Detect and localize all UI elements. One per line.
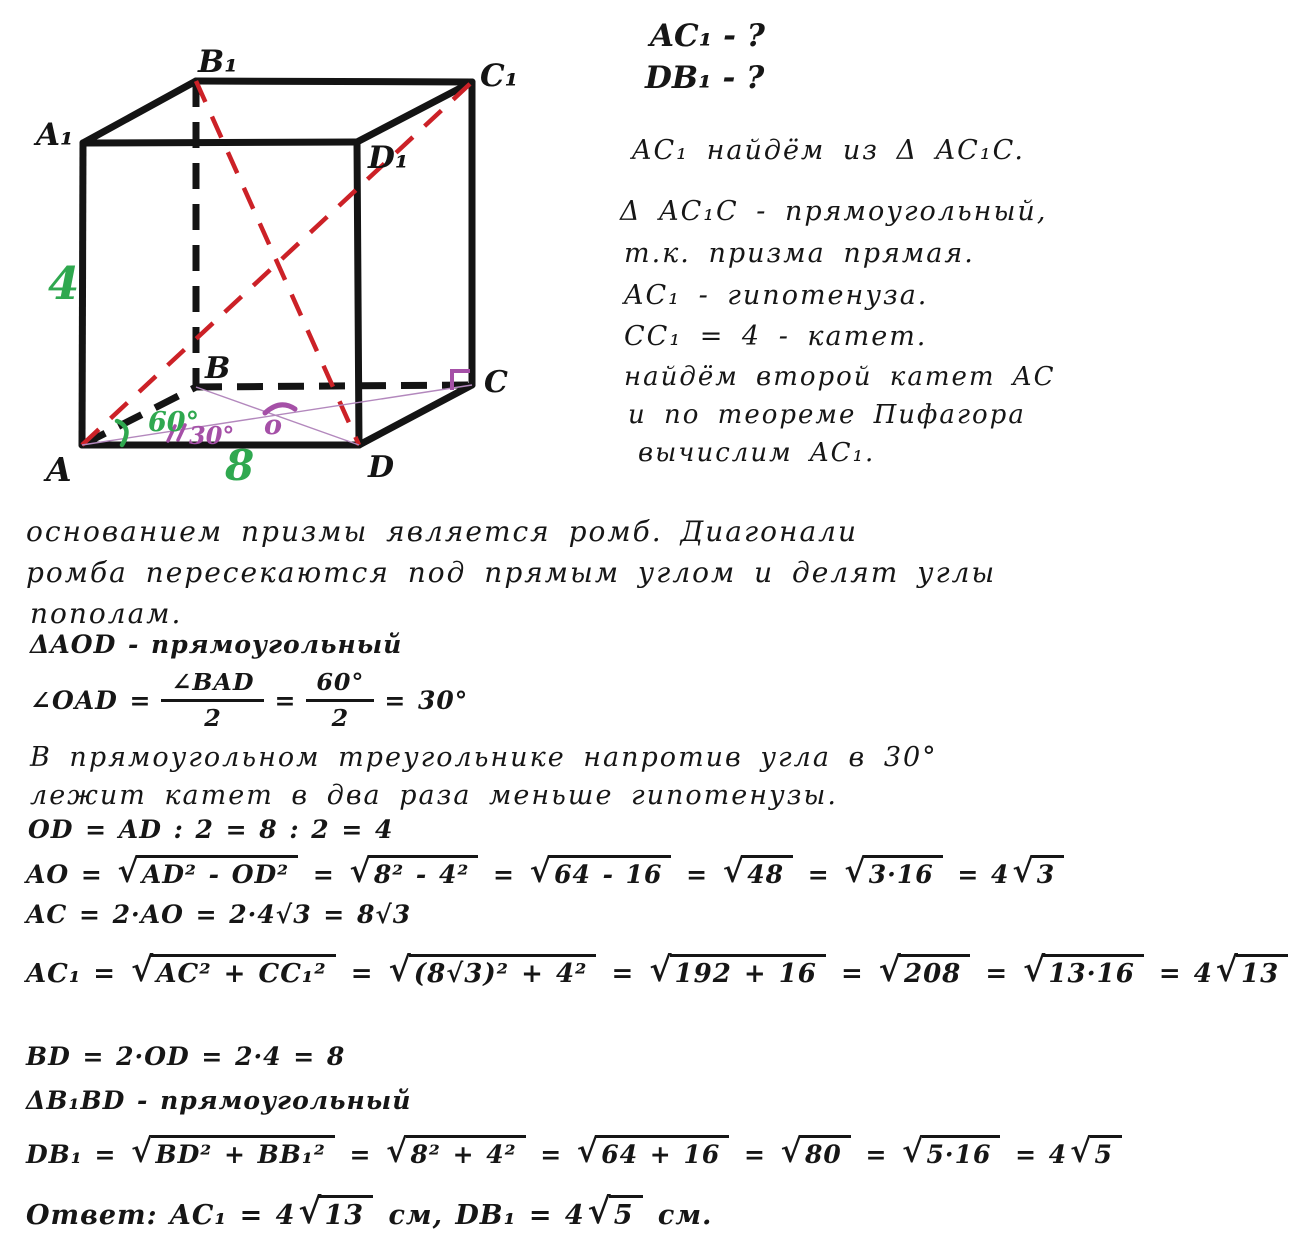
edge-AA1 xyxy=(82,143,83,445)
solution-line-ao: AO = √AD² - OD² = √8² - 4² = √64 - 16 = √48 = √3·16 = 4√3 xyxy=(26,852,1067,891)
solution-line-od: OD = AD : 2 = 8 : 2 = 4 xyxy=(28,815,394,844)
note-prism-straight: т.к. призма прямая. xyxy=(624,238,975,269)
vertex-label-d1: D₁ xyxy=(368,140,409,176)
solution-line-ac1: AC₁ = √AC² + CC₁² = √(8√3)² + 4² = √192 + 16 = √208 = √13·16 = 4√13 xyxy=(26,950,1291,990)
solution-line-rule-30-1: В прямоугольном треугольнике напротив угла в 30° xyxy=(30,742,938,773)
note-right-triangle: Δ AC₁C - прямоугольный, xyxy=(620,196,1048,227)
space-diagonals xyxy=(82,81,472,445)
edge-A1B1 xyxy=(83,81,196,143)
solution-line-rhombus-2: ромба пересекаются под прямым углом и делят углы xyxy=(26,556,997,589)
base-measure: 8 xyxy=(225,441,255,490)
note-find-ac1: AC₁ найдём из Δ AC₁C. xyxy=(632,135,1025,166)
solution-line-ac: AC = 2·AO = 2·4√3 = 8√3 xyxy=(26,900,412,929)
note-cathetus: CC₁ = 4 - катет. xyxy=(624,321,928,352)
vertex-label-c: C xyxy=(484,365,508,400)
vertex-label-a1: A₁ xyxy=(36,117,74,153)
prism-diagram xyxy=(0,0,600,505)
solution-line-b1bd: ΔB₁BD - прямоугольный xyxy=(26,1086,412,1115)
solution-line-aod: ΔAOD - прямоугольный xyxy=(30,630,403,659)
answer-line: Ответ: AC₁ = 4√13 см, DB₁ = 4√5 см. xyxy=(26,1191,713,1232)
angle-60-label: 60° xyxy=(148,407,200,438)
edge-DD1 xyxy=(357,142,359,445)
angle-30-label: 30° xyxy=(189,421,235,450)
vertex-label-c1: C₁ xyxy=(480,58,519,94)
note-second-cathetus: найдём второй катет AC xyxy=(624,362,1056,392)
edge-B1C1 xyxy=(196,81,472,82)
solution-line-rule-30-2: лежит катет в два раза меньше гипотенузы. xyxy=(30,780,839,811)
vertex-label-b: B xyxy=(205,351,231,386)
height-measure: 4 xyxy=(48,257,80,310)
note-hypotenuse: AC₁ - гипотенуза. xyxy=(624,280,929,311)
solution-line-rhombus-3: пополам. xyxy=(30,597,183,630)
solution-line-rhombus-1: основанием призмы является ромб. Диагонали xyxy=(26,515,859,548)
note-pythagoras: и по теореме Пифагора xyxy=(628,400,1026,430)
diagonal-B1D xyxy=(196,81,359,445)
question-db1: DB₁ - ? xyxy=(645,60,765,96)
vertex-label-b1: B₁ xyxy=(198,44,238,80)
solution-line-bd: BD = 2·OD = 2·4 = 8 xyxy=(26,1042,346,1071)
vertex-label-a: A xyxy=(46,450,72,489)
center-label-o: o xyxy=(264,410,283,441)
note-compute-ac1: вычислим AC₁. xyxy=(638,438,876,468)
question-ac1: AC₁ - ? xyxy=(650,18,765,54)
solution-line-angle-oad: ∠OAD = $\frac{\text{∠BAD}}{2}$ = $\frac{60^\circ}{2}$ = 30° xyxy=(30,668,469,732)
edge-D1A1 xyxy=(83,142,357,143)
edge-C1D1 xyxy=(357,82,472,142)
vertex-label-d: D xyxy=(368,450,395,485)
solution-line-db1: DB₁ = √BD² + BB₁² = √8² + 4² = √64 + 16 = √80 = √5·16 = 4√5 xyxy=(26,1132,1125,1171)
